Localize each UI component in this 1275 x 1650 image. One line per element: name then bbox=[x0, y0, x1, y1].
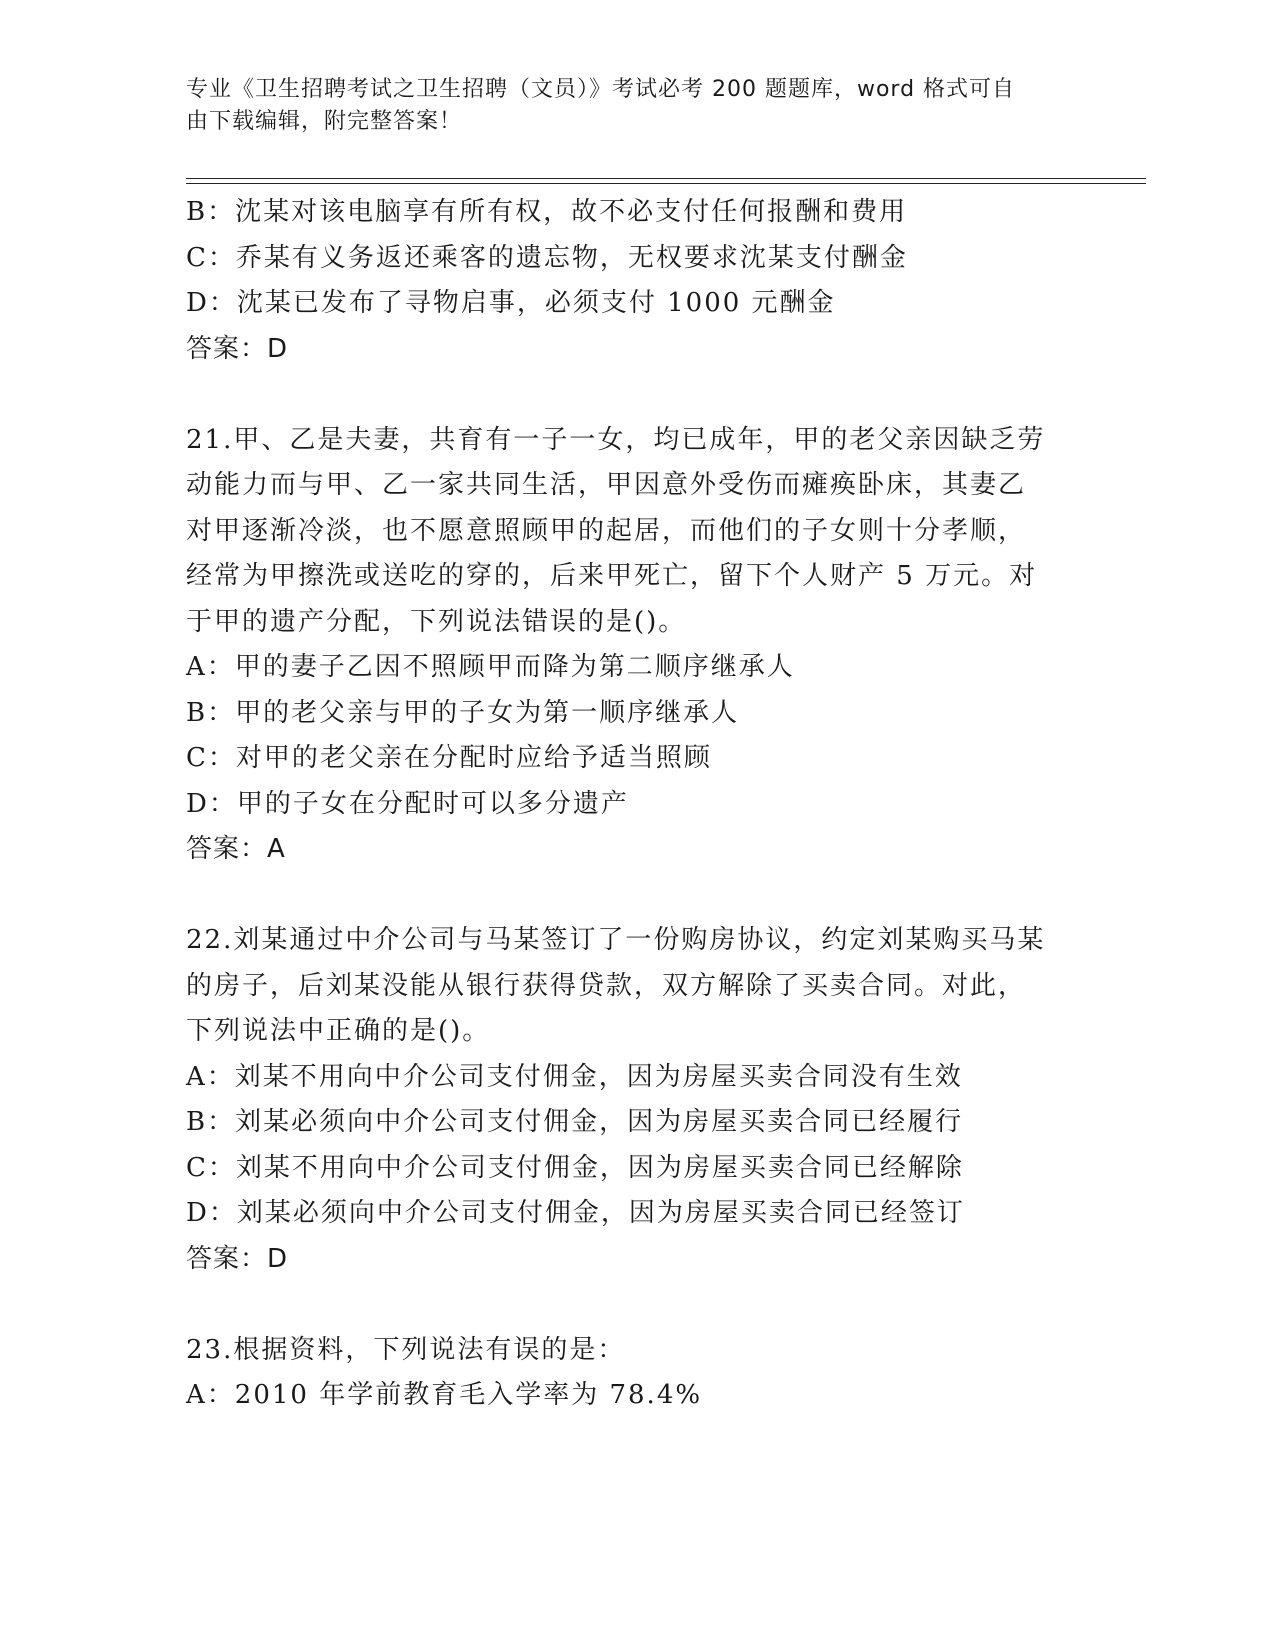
question-stem-line: 23.根据资料，下列说法有误的是： bbox=[186, 1334, 626, 1365]
header-line-1: 专业《卫生招聘考试之卫生招聘（文员）》考试必考 200 题题库，word 格式可自 bbox=[186, 77, 1016, 102]
option-d: D：甲的子女在分配时可以多分遗产 bbox=[186, 788, 629, 819]
question-content bbox=[186, 190, 1086, 1419]
question-21 bbox=[186, 418, 1086, 873]
option-a: A：2010 年学前教育毛入学率为 78.4% bbox=[186, 1380, 703, 1410]
question-20 bbox=[186, 190, 1086, 372]
spacer bbox=[186, 1282, 1086, 1328]
option-c: C：乔某有义务返还乘客的遗忘物，无权要求沈某支付酬金 bbox=[186, 242, 908, 273]
option-d: D：刘某必须向中介公司支付佣金，因为房屋买卖合同已经签订 bbox=[186, 1198, 965, 1228]
spacer bbox=[186, 873, 1086, 919]
option-c: C：对甲的老父亲在分配时应给予适当照顾 bbox=[186, 743, 712, 773]
question-stem-line: 21.甲、乙是夫妻，共育有一子一女，均已成年，甲的老父亲因缺乏劳 bbox=[186, 424, 1046, 455]
question-stem-line: 对甲逐渐冷淡，也不愿意照顾甲的起居，而他们的子女则十分孝顺， bbox=[186, 515, 1027, 546]
option-c: C：刘某不用向中介公司支付佣金，因为房屋买卖合同已经解除 bbox=[186, 1152, 964, 1183]
answer: 答案：D bbox=[186, 1243, 289, 1274]
question-stem-line: 的房子，后刘某没能从银行获得贷款，双方解除了买卖合同。对此， bbox=[186, 970, 1027, 1001]
question-stem-line: 于甲的遗产分配，下列说法错误的是()。 bbox=[186, 606, 687, 637]
option-d: D：沈某已发布了寻物启事，必须支付 1000 元酬金 bbox=[186, 288, 836, 318]
option-a: A：刘某不用向中介公司支付佣金，因为房屋买卖合同没有生效 bbox=[186, 1061, 963, 1092]
question-stem-line: 经常为甲擦洗或送吃的穿的，后来甲死亡，留下个人财产 5 万元。对 bbox=[186, 561, 1038, 591]
question-stem-line: 下列说法中正确的是()。 bbox=[186, 1016, 491, 1046]
header-divider-top bbox=[186, 178, 1146, 179]
answer: 答案：D bbox=[186, 333, 289, 364]
spacer bbox=[186, 372, 1086, 418]
option-b: B：沈某对该电脑享有所有权，故不必支付任何报酬和费用 bbox=[186, 197, 908, 227]
option-b: B：甲的老父亲与甲的子女为第一顺序继承人 bbox=[186, 697, 740, 728]
option-a: A：甲的妻子乙因不照顾甲而降为第二顺序继承人 bbox=[186, 652, 795, 682]
question-stem-line: 22.刘某通过中介公司与马某签订了一份购房协议，约定刘某购买马某 bbox=[186, 925, 1046, 955]
question-stem-line: 动能力而与甲、乙一家共同生活，甲因意外受伤而瘫痪卧床，其妻乙 bbox=[186, 470, 1027, 500]
question-22 bbox=[186, 918, 1086, 1282]
header-divider-bottom bbox=[186, 183, 1146, 184]
question-23 bbox=[186, 1328, 1086, 1419]
header-line-2: 由下载编辑，附完整答案！ bbox=[186, 109, 463, 134]
document-header bbox=[186, 74, 1066, 138]
answer: 答案：A bbox=[186, 834, 286, 864]
option-b: B：刘某必须向中介公司支付佣金，因为房屋买卖合同已经履行 bbox=[186, 1107, 964, 1137]
